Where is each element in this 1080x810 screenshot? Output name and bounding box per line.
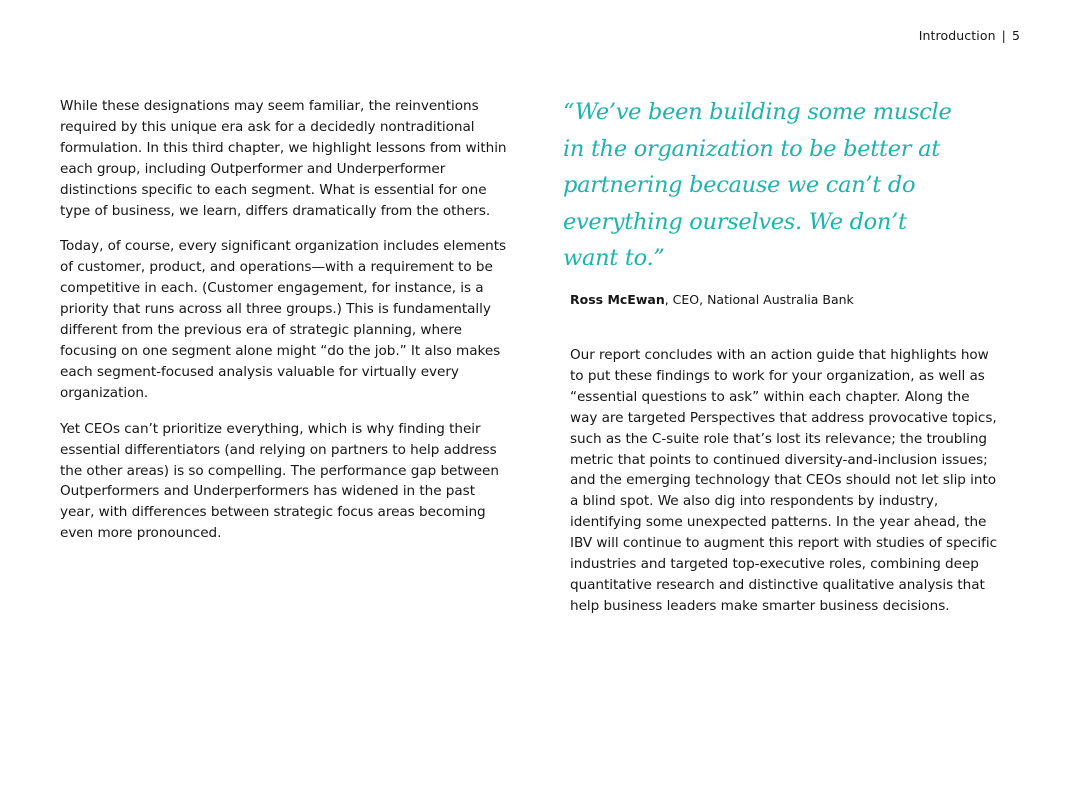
body-paragraph-3: Yet CEOs can’t prioritize everything, which is why finding their essential differentiators (and relying on partners to help address the other areas) is so compelling. The performance gap between Outperformers and Underperformers has widened in the past year, with differences between strategic focus areas becoming even more pronounced. bbox=[60, 420, 499, 542]
header-separator: | bbox=[1001, 28, 1006, 43]
section-title: Introduction bbox=[918, 28, 996, 43]
pull-quote: “We’ve been building some muscle in the organization to be better at partnering because we can’t do everything ourselves. We don’t want to.” bbox=[563, 99, 952, 272]
body-paragraph-1: While these designations may seem familiar, the reinventions required by this unique era ask for a decidedly nontraditional formulation. In this third chapter, we highlight lessons from within each group, including Outperformer and Underperformer distinctions specific to each segment. What is essential for one type of business, we learn, differs dramatically from the others. bbox=[60, 98, 507, 219]
page-number: 5 bbox=[1011, 28, 1020, 43]
quote-author: Ross McEwan bbox=[570, 291, 665, 307]
left-column bbox=[60, 96, 510, 559]
body-paragraph-2: Today, of course, every significant organization includes elements of customer, product, and operations—with a requirement to be competitive in each. (Customer engagement, for instance, is a priority that runs across all three groups.) This is fundamentally different from the previous era of strategic planning, where focusing on one segment alone might “do the job.” It also makes each segment-focused analysis valuable for virtually every organization. bbox=[60, 238, 507, 401]
body-paragraph-4: Our report concludes with an action guide that highlights how to put these findings to work for your organization, as well as “essential questions to ask” within each chapter. Along the way are targeted Perspectives that address provocative topics, such as the C-suite role that’s lost its relevance; the troubling metric that points to continued diversity-and-inclusion issues; and the emerging technology that CEOs should not let slip into a blind spot. We also dig into respondents by industry, identifying some unexpected patterns. In the year ahead, the IBV will continue to augment this report with studies of specific industries and targeted top-executive roles, combining deep quantitative research and distinctive qualitative analysis that help business leaders make smarter business decisions. bbox=[570, 346, 998, 614]
quote-attribution bbox=[570, 291, 1003, 309]
page-header bbox=[919, 28, 1020, 43]
right-column bbox=[563, 94, 1003, 632]
quote-author-role: , CEO, National Australia Bank bbox=[664, 291, 854, 307]
